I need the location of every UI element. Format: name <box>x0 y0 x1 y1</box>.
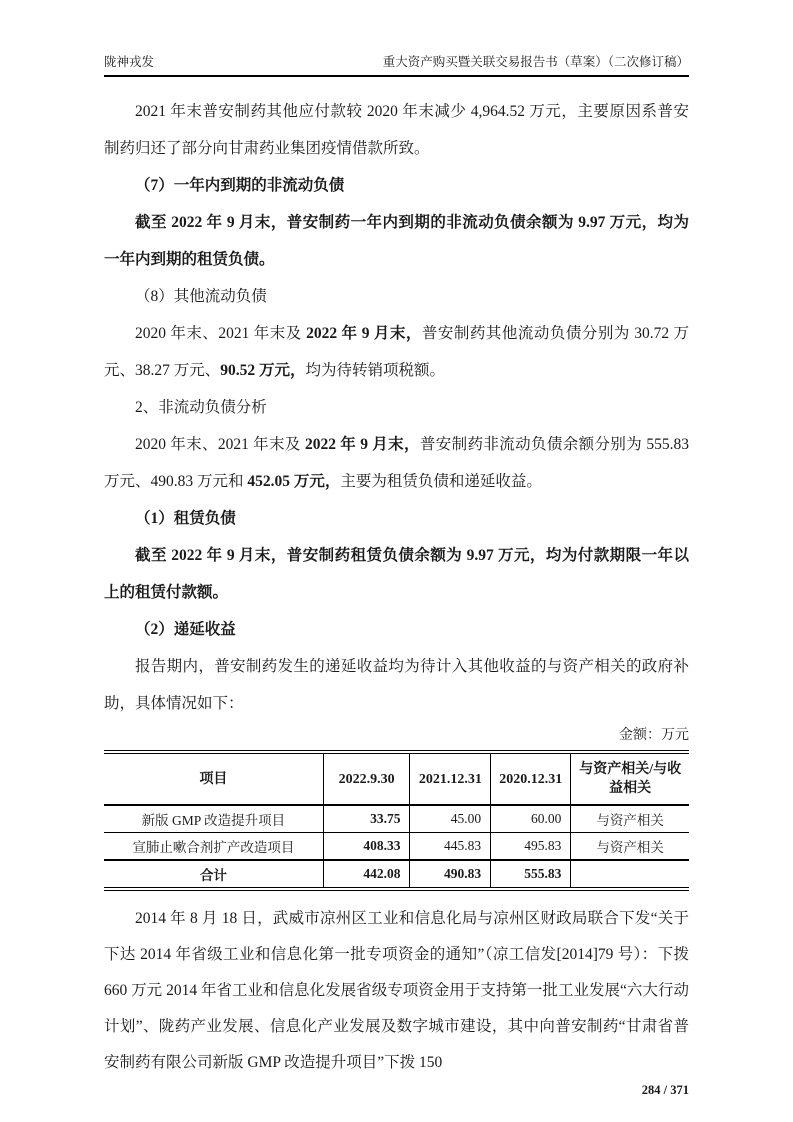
heading-1-lease-liabilities: （1）租赁负债 <box>135 510 236 527</box>
cell-related-type: 与资产相关 <box>571 805 689 833</box>
paragraph-deferred-income: 报告期内，普安制药发生的递延收益均为待计入其他收益的与资产相关的政府补助，具体情况如下： <box>104 658 689 712</box>
table-total-row <box>104 860 689 889</box>
table-row-xuanfei-project <box>104 833 689 861</box>
text-segment: 均为待转销项税额。 <box>305 362 446 379</box>
paragraph-other-payables: 2021 年末普安制药其他应付款较 2020 年末减少 4,964.52 万元，主要原因系普安制药归还了部分向甘肃药业集团疫情借款所致。 <box>104 103 689 157</box>
cell-value-2022: 408.33 <box>323 833 410 861</box>
cell-total-label: 合计 <box>104 860 323 889</box>
deferred-income-table <box>104 750 689 891</box>
heading-8-other-current-liabilities: （8）其他流动负债 <box>135 288 267 305</box>
table-header-row <box>104 752 689 805</box>
cell-total-2021: 490.83 <box>410 860 491 889</box>
document-body <box>104 77 689 1098</box>
paragraph-7-noncurrent-due-1yr: 截至 2022 年 9 月末，普安制药一年内到期的非流动负债余额为 9.97 万元，均为一年内到期的租赁负债。 <box>104 214 689 268</box>
text-segment: 主要为租赁负债和递延收益。 <box>340 473 542 490</box>
text-segment: 2020 年末、2021 年末及 <box>135 436 305 453</box>
heading-2-deferred-income: （2）递延收益 <box>135 621 236 638</box>
cell-total-related <box>571 860 689 889</box>
header-document-title: 重大资产购买暨关联交易报告书（草案）（二次修订稿） <box>382 55 689 69</box>
text-segment: 2020 年末、2021 年末及 <box>135 325 307 342</box>
cell-value-2021: 445.83 <box>410 833 491 861</box>
paragraph-lease-liabilities: 截至 2022 年 9 月末，普安制药租赁负债余额为 9.97 万元，均为付款期限一年以上的租赁付款额。 <box>104 547 689 601</box>
heading-7-noncurrent-due-1yr: （7）一年内到期的非流动负债 <box>135 177 345 194</box>
paragraph-noncurrent-analysis <box>104 426 689 500</box>
cell-value-2020: 60.00 <box>491 805 571 833</box>
column-header-item: 项目 <box>104 752 323 805</box>
column-header-2022-09-30: 2022.9.30 <box>323 752 410 805</box>
page-header <box>104 52 689 77</box>
cell-total-2022: 442.08 <box>323 860 410 889</box>
heading-2-noncurrent-analysis: 2、非流动负债分析 <box>135 399 267 416</box>
header-company-name: 陇神戎发 <box>104 55 155 69</box>
table-header <box>104 752 689 805</box>
cell-value-2022: 33.75 <box>323 805 410 833</box>
table-unit-label: 金额：万元 <box>619 728 689 743</box>
text-segment-bold: 2022 年 9 月末， <box>304 436 420 453</box>
paragraph-2014-subsidy: 2014 年 8 月 18 日，武威市凉州区工业和信息化局与凉州区财政局联合下发“关于下达 2014 年省级工业和信息化第一批专项资金的通知”（凉工信发[2014]79 号）：下拨 660 万元 2014 年省工业和信息化发展省级专项资金用于支持第一批工业发展“六大行动计划”、陇药产业发展、信息化产业发展及数字城市建设，其中向普安制药“甘肃省普安制药有限公司新版 GMP 改造提升项目”下拨 150 <box>104 910 689 1071</box>
column-header-2020-12-31: 2020.12.31 <box>491 752 571 805</box>
column-header-related-type: 与资产相关/与收益相关 <box>571 752 689 805</box>
cell-related-type: 与资产相关 <box>571 833 689 861</box>
cell-project-name: 新版 GMP 改造提升项目 <box>104 805 323 833</box>
table-row-gmp-project <box>104 805 689 833</box>
cell-total-2020: 555.83 <box>491 860 571 889</box>
cell-value-2021: 45.00 <box>410 805 491 833</box>
text-segment: 普安制药非流动负债余额分别为 555.83 万元、490.83 万元和 <box>104 436 689 490</box>
text-segment-bold: 90.52 万元， <box>220 362 306 379</box>
text-segment-bold: 452.05 万元， <box>247 473 341 490</box>
text-segment: 普安制药其他流动负债分别为 30.72 万元、38.27 万元、 <box>104 325 689 379</box>
text-segment-bold: 2022 年 9 月末， <box>306 325 422 342</box>
cell-value-2020: 495.83 <box>491 833 571 861</box>
cell-project-name: 宣肺止嗽合剂扩产改造项目 <box>104 833 323 861</box>
page-number: 284 / 371 <box>641 1083 689 1097</box>
paragraph-8-other-current-liabilities <box>104 315 689 389</box>
column-header-2021-12-31: 2021.12.31 <box>410 752 491 805</box>
